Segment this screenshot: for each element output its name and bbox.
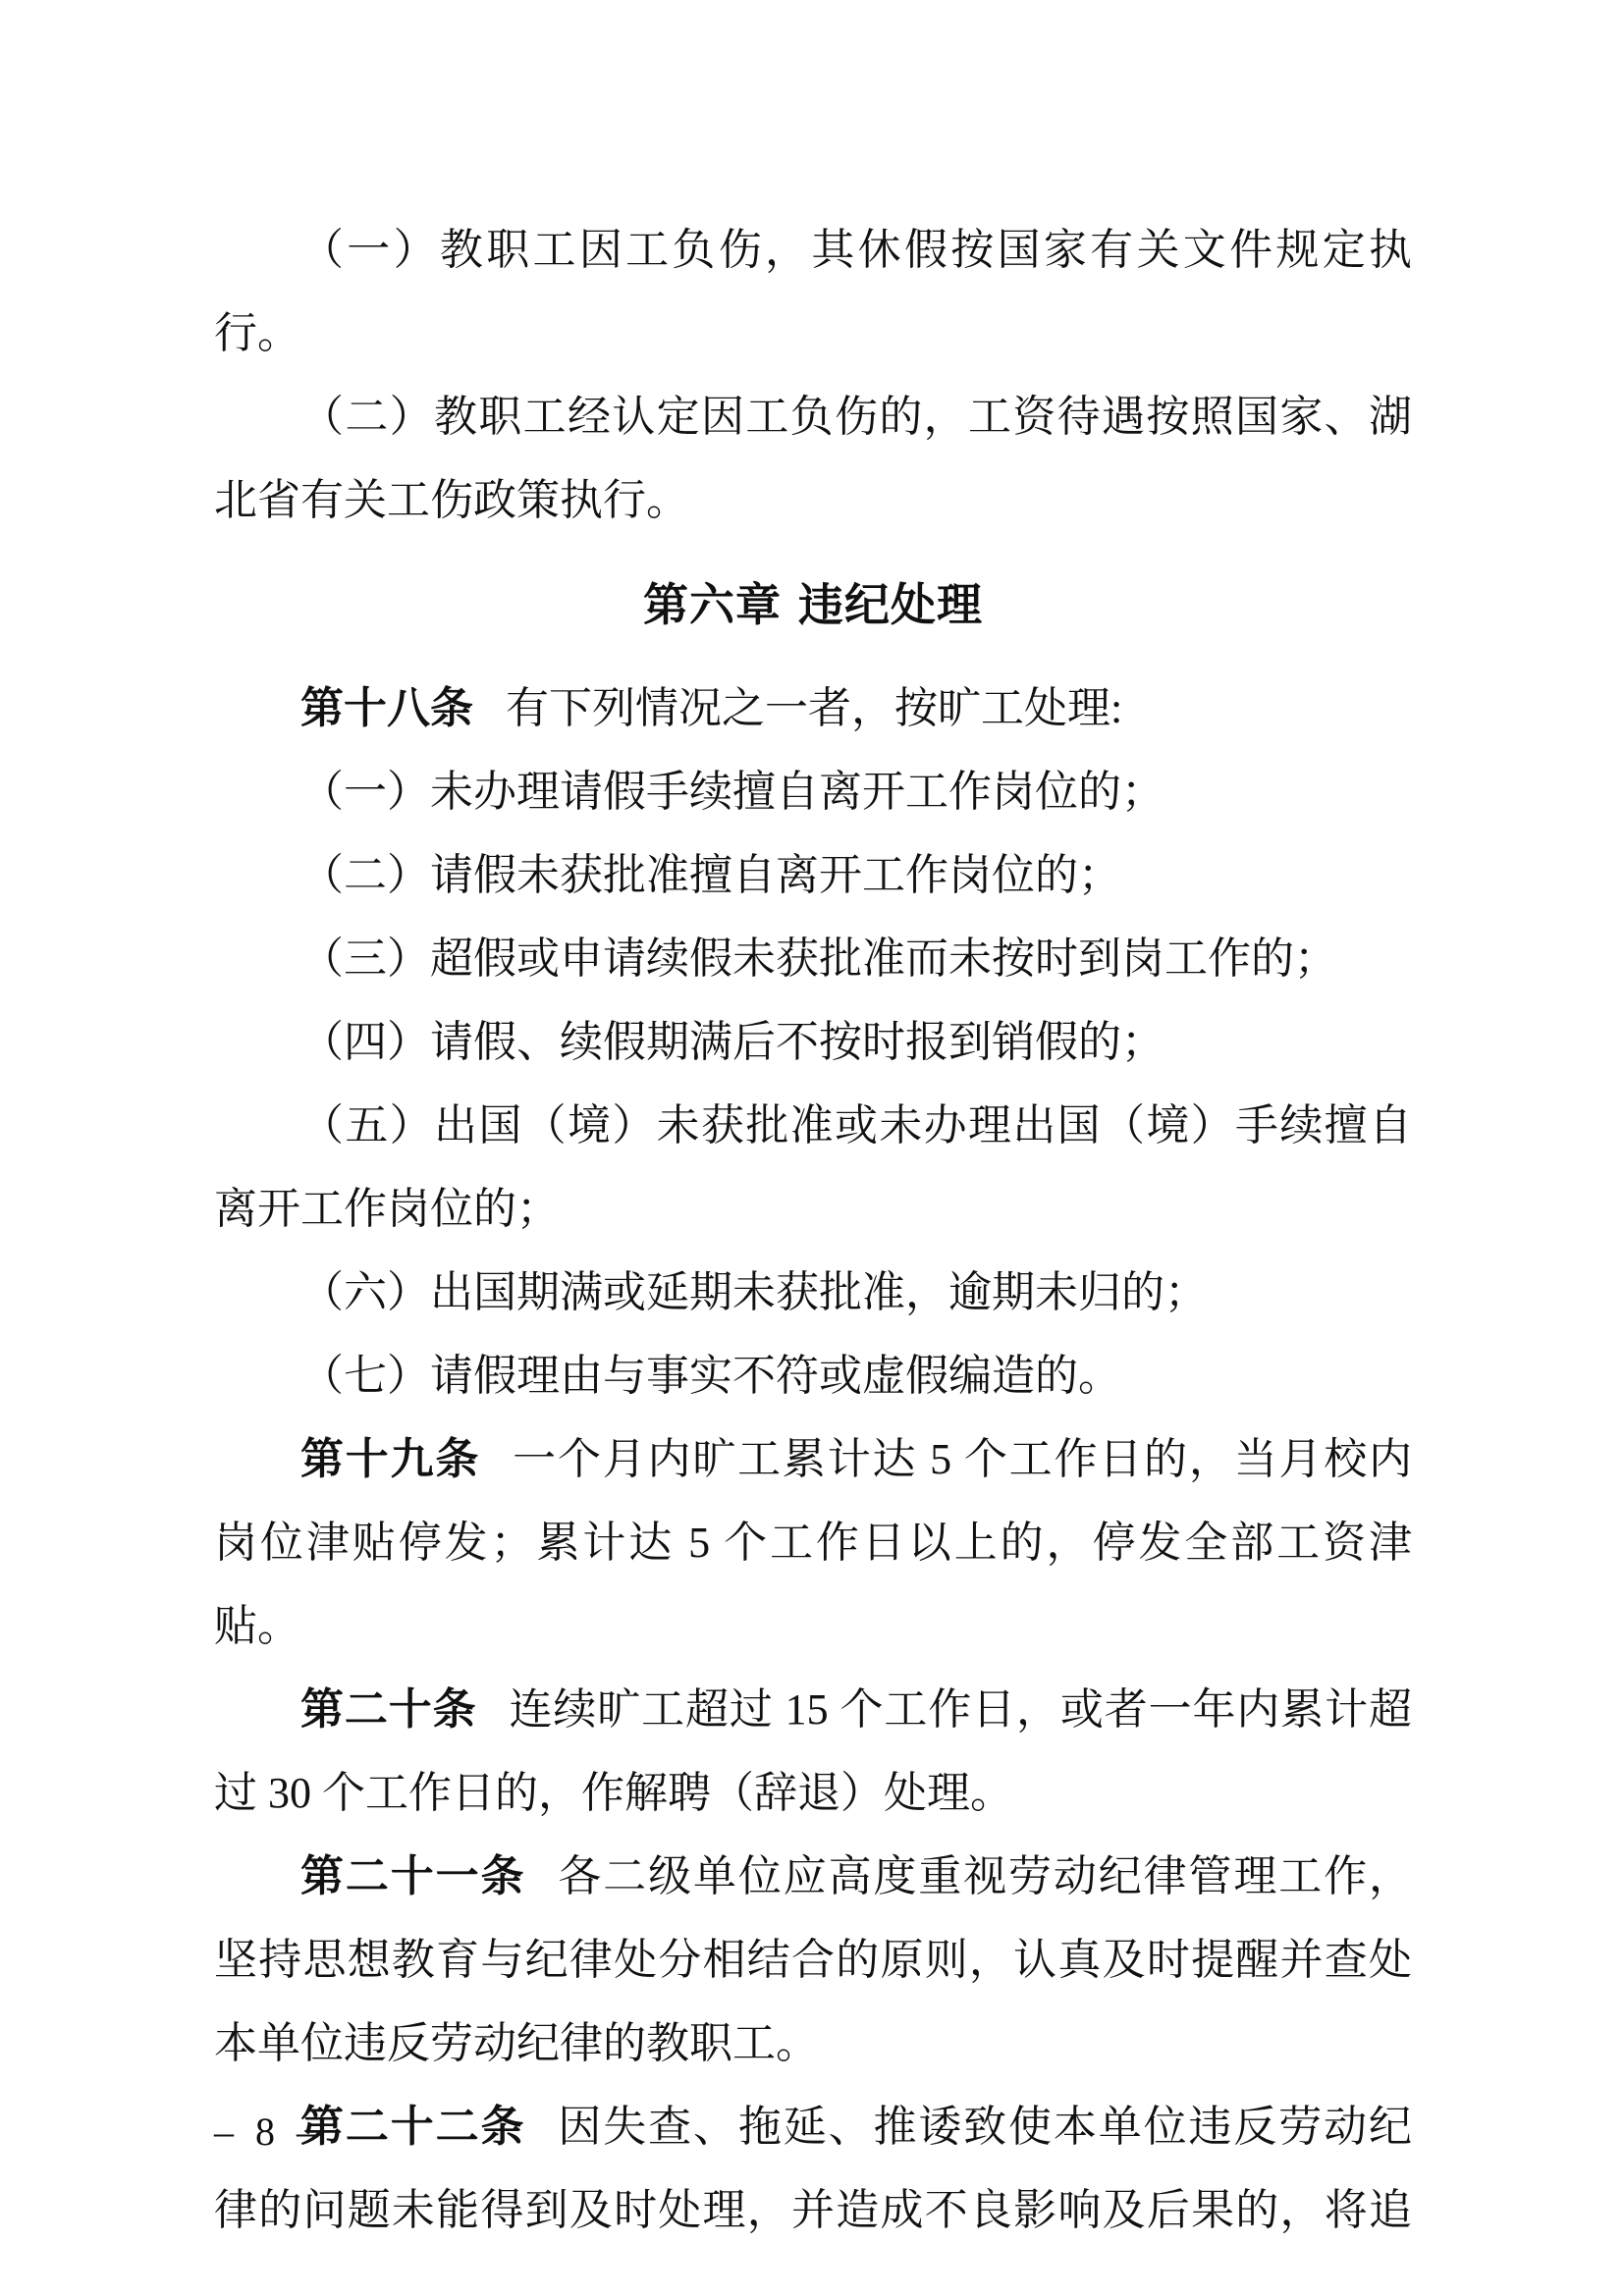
article-18-item-3: （三）超假或申请续假未获批准而未按时到岗工作的； [300, 934, 1337, 983]
article-22-text: 因失查、拖延、推诿致使本单位违反劳动纪律的问题未能得到及时处理，并造成不良影响及后果的，将追 [214, 2103, 1413, 2234]
article-18-number: 第十八条 [300, 684, 473, 732]
article-18-item-5: （五）出国（境）未获批准或未办理出国（境）手续擅自离开工作岗位的； [214, 1101, 1412, 1233]
article-20 [214, 1668, 1412, 1835]
article-20-number: 第二十条 [300, 1685, 477, 1734]
article-19-number: 第十九条 [300, 1435, 481, 1483]
article-18-item-4: （四）请假、续假期满后不按时报到销假的； [300, 1018, 1164, 1066]
article-18-item-2: （二）请假未获批准擅自离开工作岗位的； [300, 851, 1121, 899]
article-18-text: 有下列情况之一者，按旷工处理: [506, 684, 1123, 732]
article-22-number: 第二十二条 [300, 2103, 526, 2151]
article-21-number: 第二十一条 [300, 1852, 526, 1900]
page-content [214, 208, 1412, 2252]
article-18-item-7: （七）请假理由与事实不符或虚假编造的。 [300, 1352, 1121, 1400]
article-21 [214, 1835, 1412, 2085]
article-19-text: 一个月内旷工累计达 5 个工作日的，当月校内岗位津贴停发；累计达 5 个工作日以上的，停发全部工资津贴。 [214, 1435, 1413, 1650]
chapter-heading: 第六章 违纪处理 [642, 578, 983, 631]
article-18 [214, 667, 1412, 750]
article-20-text: 连续旷工超过 15 个工作日，或者一年内累计超过 30 个工作日的，作解聘（辞退）处理。 [214, 1685, 1412, 1817]
article-21-text: 各二级单位应高度重视劳动纪律管理工作，坚持思想教育与纪律处分相结合的原则，认真及时提醒并查处本单位违反劳动纪律的教职工。 [214, 1852, 1413, 2067]
article-22 [214, 2085, 1412, 2252]
article-18-item-1: （一）未办理请假手续擅自离开工作岗位的； [300, 768, 1164, 816]
injury-clause-two: （二）教职工经认定因工负伤的，工资待遇按照国家、湖北省有关工伤政策执行。 [214, 393, 1412, 524]
article-18-item-6: （六）出国期满或延期未获批准，逾期未归的； [300, 1268, 1208, 1316]
injury-clause-one: （一）教职工因工负伤，其休假按国家有关文件规定执行。 [214, 226, 1412, 357]
page-number: – 8 – [214, 2109, 322, 2154]
article-19 [214, 1417, 1412, 1668]
